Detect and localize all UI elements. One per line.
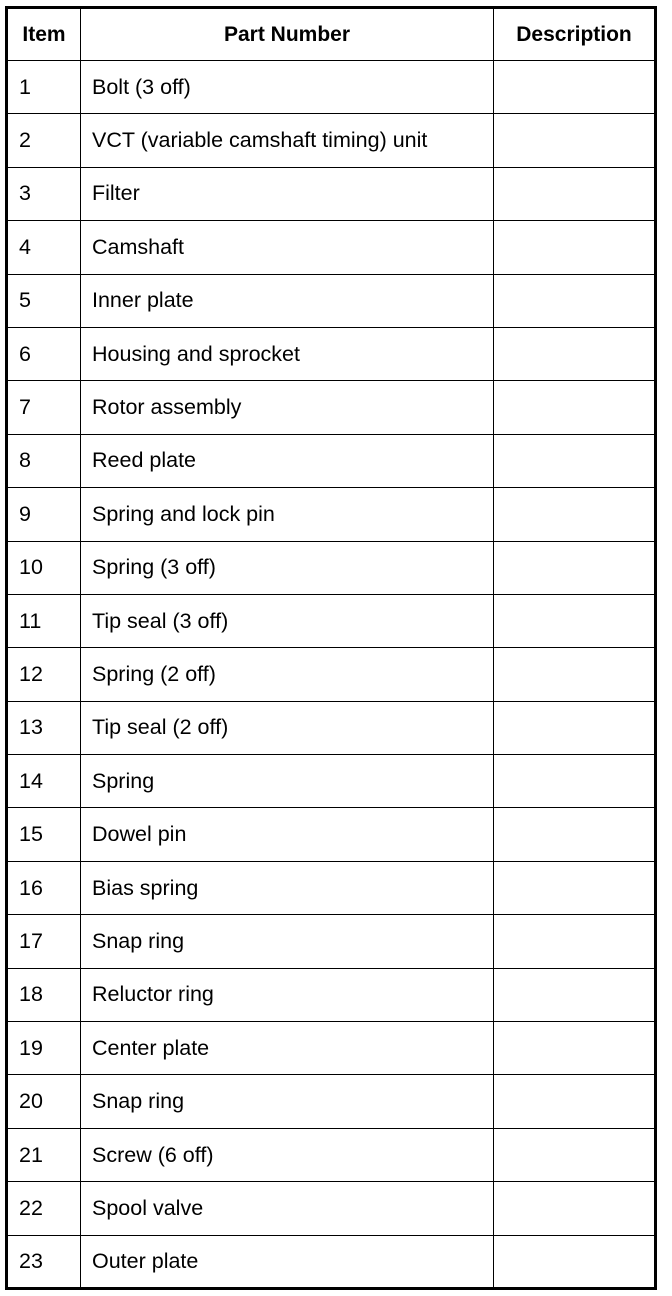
table-row xyxy=(7,221,656,274)
table-row xyxy=(7,808,656,861)
cell-part-number: Snap ring xyxy=(81,915,494,968)
cell-description xyxy=(494,808,656,861)
cell-part-number: Camshaft xyxy=(81,221,494,274)
header-item: Item xyxy=(7,8,81,61)
cell-part-number: Tip seal (3 off) xyxy=(81,594,494,647)
cell-item: 18 xyxy=(7,968,81,1021)
cell-description xyxy=(494,434,656,487)
cell-item: 23 xyxy=(7,1235,81,1288)
cell-part-number: Screw (6 off) xyxy=(81,1128,494,1181)
table-row xyxy=(7,114,656,167)
cell-description xyxy=(494,861,656,914)
header-part-number: Part Number xyxy=(81,8,494,61)
cell-description xyxy=(494,61,656,114)
cell-description xyxy=(494,1075,656,1128)
cell-part-number: Spring and lock pin xyxy=(81,488,494,541)
cell-description xyxy=(494,594,656,647)
cell-item: 22 xyxy=(7,1182,81,1235)
cell-part-number: Bias spring xyxy=(81,861,494,914)
cell-description xyxy=(494,274,656,327)
table-header-row xyxy=(7,8,656,61)
cell-part-number: Reluctor ring xyxy=(81,968,494,1021)
cell-item: 1 xyxy=(7,61,81,114)
cell-item: 17 xyxy=(7,915,81,968)
cell-description xyxy=(494,648,656,701)
cell-item: 13 xyxy=(7,701,81,754)
table-row xyxy=(7,167,656,220)
cell-item: 11 xyxy=(7,594,81,647)
cell-item: 12 xyxy=(7,648,81,701)
cell-part-number: Spool valve xyxy=(81,1182,494,1235)
cell-part-number: Reed plate xyxy=(81,434,494,487)
table-row xyxy=(7,1182,656,1235)
cell-part-number: Dowel pin xyxy=(81,808,494,861)
cell-description xyxy=(494,381,656,434)
cell-description xyxy=(494,755,656,808)
table-row xyxy=(7,1075,656,1128)
cell-description xyxy=(494,1235,656,1288)
cell-item: 6 xyxy=(7,327,81,380)
parts-table xyxy=(5,6,657,1290)
cell-description xyxy=(494,541,656,594)
table-row xyxy=(7,861,656,914)
cell-part-number: Center plate xyxy=(81,1022,494,1075)
cell-item: 19 xyxy=(7,1022,81,1075)
cell-description xyxy=(494,701,656,754)
cell-description xyxy=(494,221,656,274)
cell-item: 3 xyxy=(7,167,81,220)
cell-item: 5 xyxy=(7,274,81,327)
cell-description xyxy=(494,1182,656,1235)
cell-item: 10 xyxy=(7,541,81,594)
cell-description xyxy=(494,968,656,1021)
cell-part-number: Housing and sprocket xyxy=(81,327,494,380)
cell-part-number: Spring xyxy=(81,755,494,808)
table-row xyxy=(7,274,656,327)
cell-part-number: Tip seal (2 off) xyxy=(81,701,494,754)
cell-description xyxy=(494,327,656,380)
cell-item: 15 xyxy=(7,808,81,861)
cell-description xyxy=(494,915,656,968)
cell-part-number: Spring (2 off) xyxy=(81,648,494,701)
cell-part-number: Rotor assembly xyxy=(81,381,494,434)
table-row xyxy=(7,1235,656,1288)
table-body xyxy=(7,61,656,1289)
table-row xyxy=(7,434,656,487)
table-row xyxy=(7,1128,656,1181)
cell-item: 7 xyxy=(7,381,81,434)
cell-item: 21 xyxy=(7,1128,81,1181)
cell-item: 9 xyxy=(7,488,81,541)
table-row xyxy=(7,755,656,808)
cell-item: 8 xyxy=(7,434,81,487)
header-description: Description xyxy=(494,8,656,61)
cell-part-number: VCT (variable camshaft timing) unit xyxy=(81,114,494,167)
cell-item: 20 xyxy=(7,1075,81,1128)
cell-description xyxy=(494,167,656,220)
table-row xyxy=(7,648,656,701)
table-row xyxy=(7,968,656,1021)
cell-description xyxy=(494,1128,656,1181)
cell-part-number: Inner plate xyxy=(81,274,494,327)
table-row xyxy=(7,1022,656,1075)
cell-part-number: Filter xyxy=(81,167,494,220)
table-row xyxy=(7,61,656,114)
table-row xyxy=(7,541,656,594)
cell-description xyxy=(494,1022,656,1075)
table-row xyxy=(7,488,656,541)
cell-part-number: Outer plate xyxy=(81,1235,494,1288)
cell-description xyxy=(494,488,656,541)
cell-part-number: Snap ring xyxy=(81,1075,494,1128)
table-row xyxy=(7,701,656,754)
cell-item: 14 xyxy=(7,755,81,808)
table-row xyxy=(7,915,656,968)
cell-item: 2 xyxy=(7,114,81,167)
cell-item: 4 xyxy=(7,221,81,274)
cell-part-number: Bolt (3 off) xyxy=(81,61,494,114)
table-row xyxy=(7,327,656,380)
cell-item: 16 xyxy=(7,861,81,914)
cell-description xyxy=(494,114,656,167)
cell-part-number: Spring (3 off) xyxy=(81,541,494,594)
table-row xyxy=(7,381,656,434)
table-row xyxy=(7,594,656,647)
